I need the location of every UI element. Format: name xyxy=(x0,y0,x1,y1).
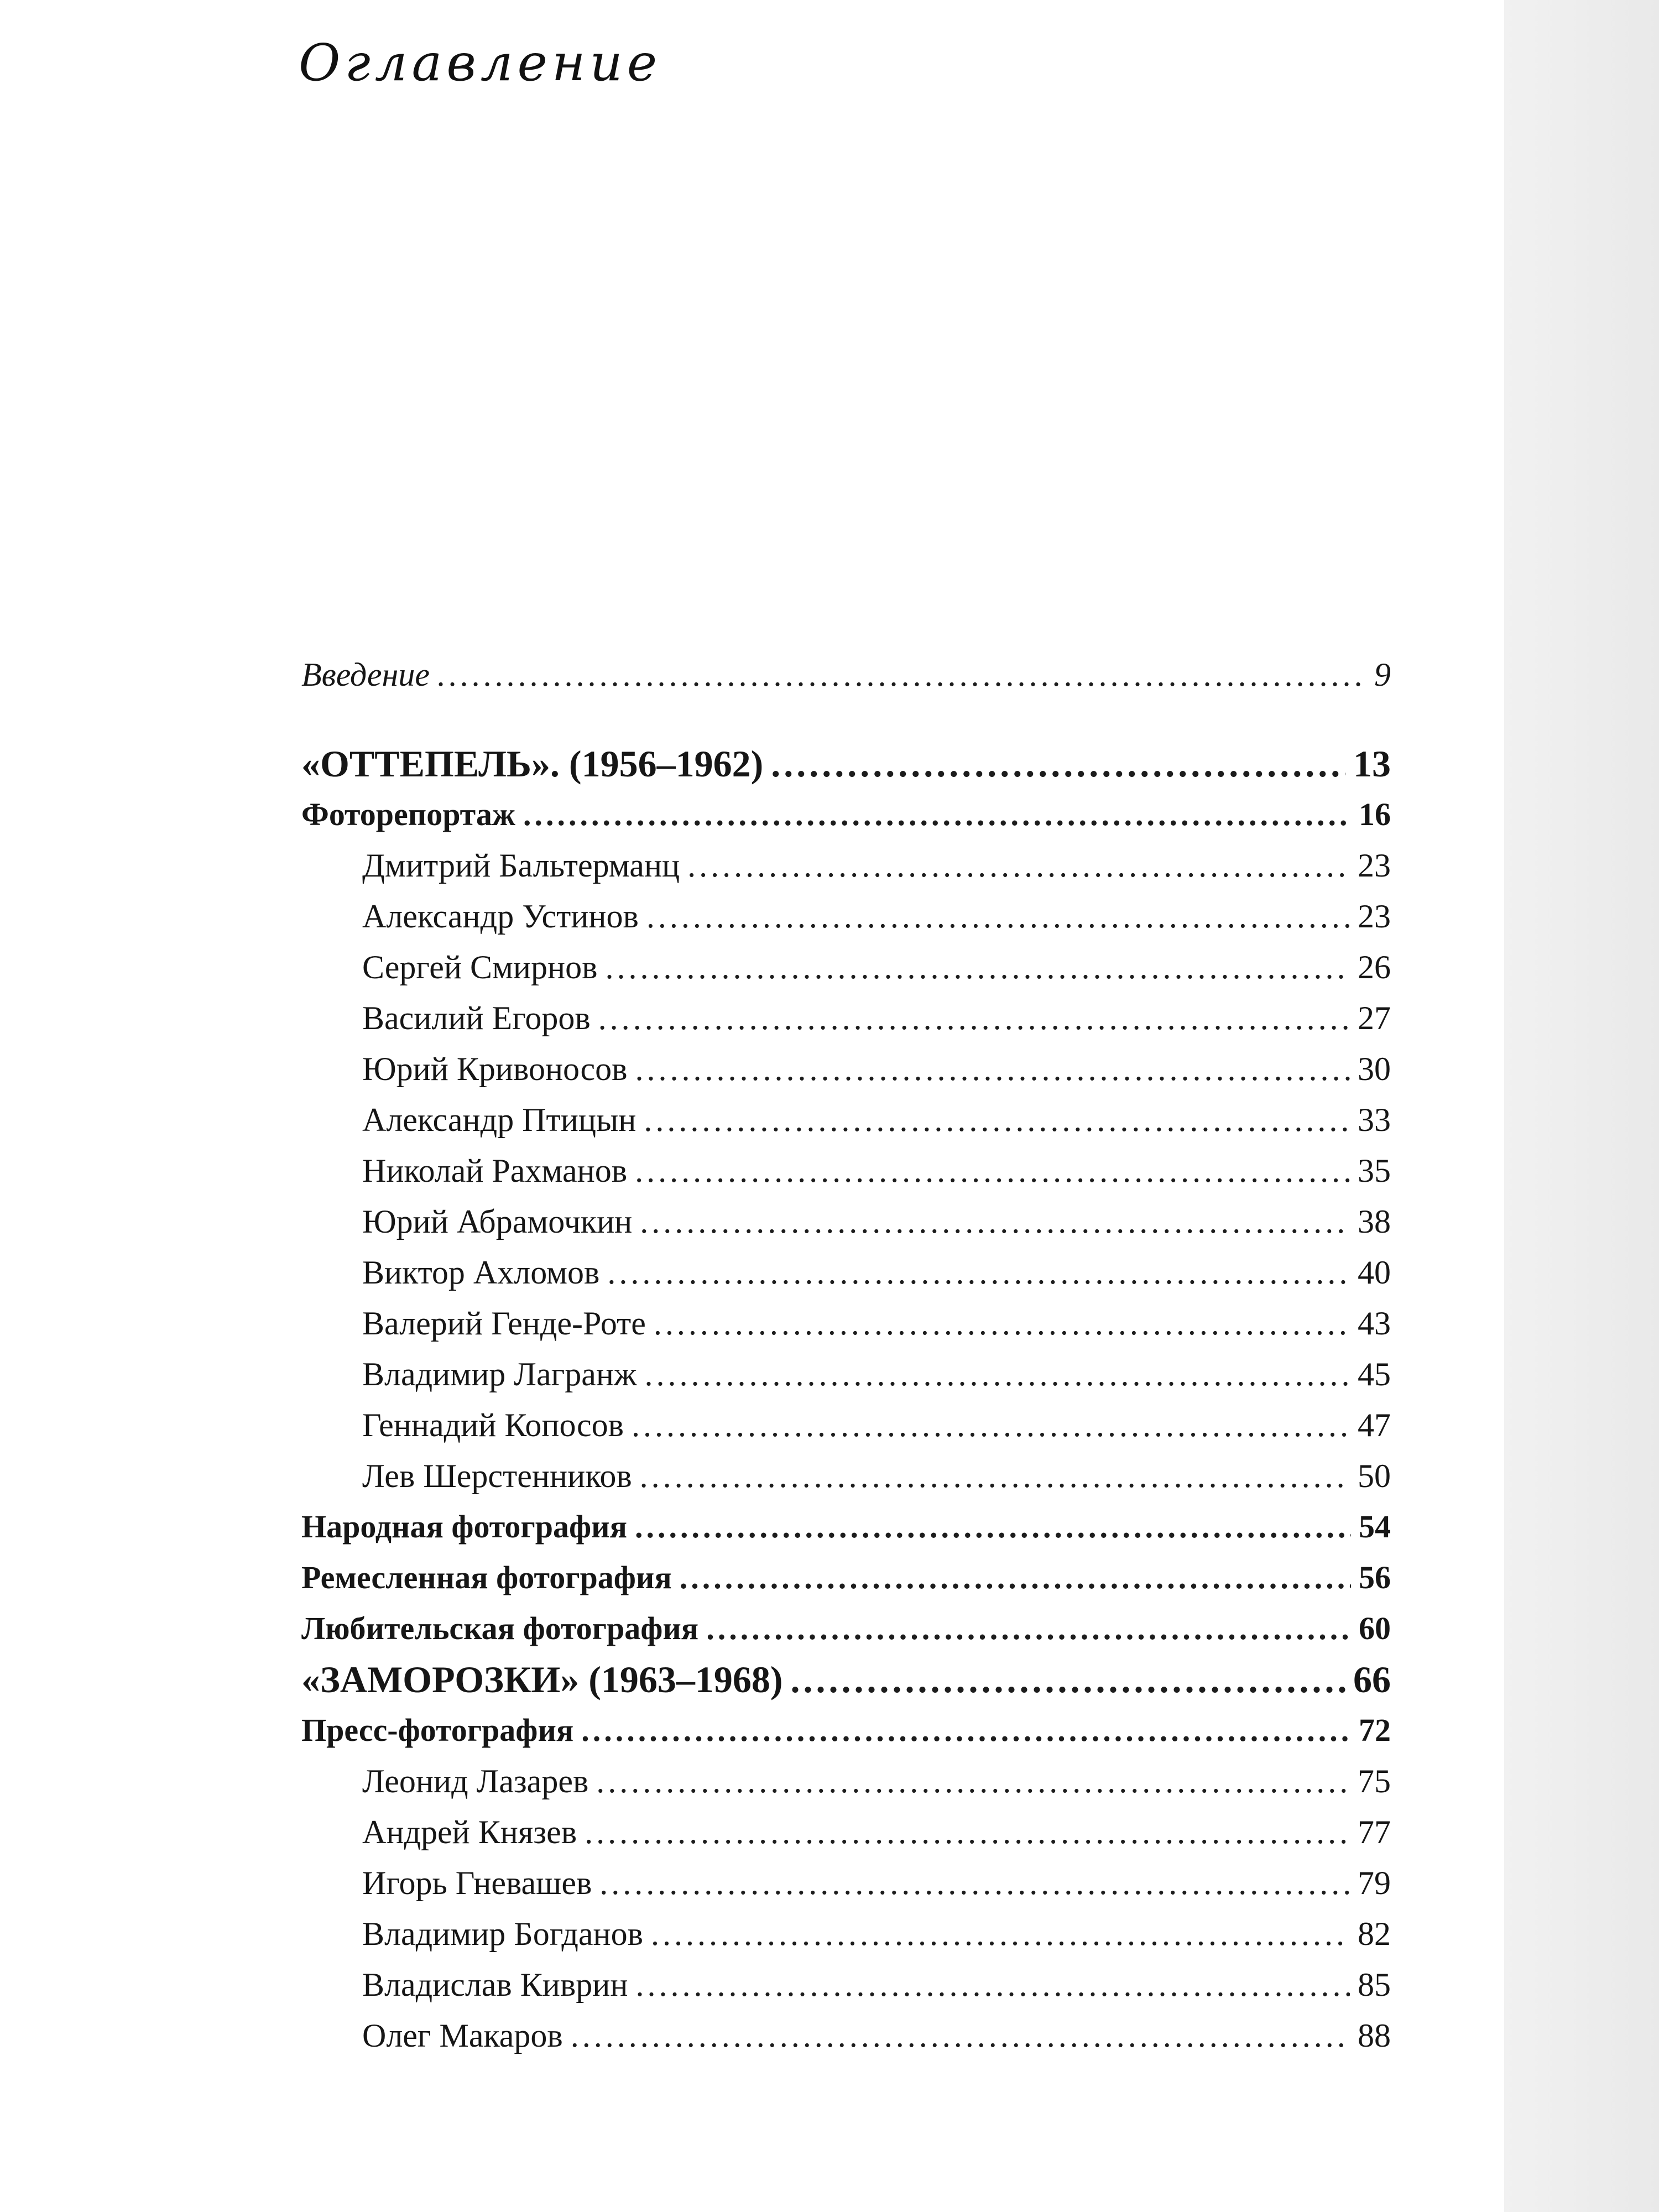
toc-page-number: 72 xyxy=(1359,1712,1391,1748)
toc-entry-person xyxy=(301,1145,1391,1196)
toc-page-number: 66 xyxy=(1353,1658,1391,1700)
dot-leader xyxy=(581,1705,1351,1756)
toc-entry-title: Пресс-фотография xyxy=(301,1712,574,1748)
toc-page-number: 38 xyxy=(1358,1203,1391,1240)
toc-entry-title: Любительская фотография xyxy=(301,1610,699,1646)
dot-leader xyxy=(523,789,1351,840)
dot-leader xyxy=(635,1959,1350,2010)
table-of-contents xyxy=(301,650,1391,2061)
toc-entry-part xyxy=(301,738,1391,789)
toc-page-number: 60 xyxy=(1359,1610,1391,1646)
toc-page-number: 23 xyxy=(1358,898,1391,935)
toc-entry-title: Фоторепортаж xyxy=(301,796,515,832)
toc-entry-section xyxy=(301,1705,1391,1756)
toc-entry-title: Владимир Лагранж xyxy=(362,1356,637,1392)
toc-page-number: 33 xyxy=(1358,1102,1391,1138)
toc-entry-title: «ОТТЕПЕЛЬ». (1956–1962) xyxy=(301,743,764,785)
toc-entry-title: Валерий Генде-Роте xyxy=(362,1305,646,1342)
toc-entry-title: «ЗАМОРОЗКИ» (1963–1968) xyxy=(301,1658,783,1700)
toc-page-number: 50 xyxy=(1358,1458,1391,1494)
dot-leader xyxy=(706,1603,1351,1654)
dot-leader xyxy=(607,1247,1350,1298)
dot-leader xyxy=(635,1044,1350,1094)
dot-leader xyxy=(687,840,1350,891)
toc-entry-person xyxy=(301,1959,1391,2010)
toc-entry-title: Геннадий Копосов xyxy=(362,1407,624,1443)
toc-entry-title: Александр Устинов xyxy=(362,898,639,935)
toc-entry-person xyxy=(301,1908,1391,1959)
toc-entry-person xyxy=(301,1094,1391,1145)
dot-leader xyxy=(437,650,1366,700)
dot-leader xyxy=(635,1145,1350,1196)
toc-entry-title: Владислав Киврин xyxy=(362,1966,628,2003)
toc-entry-person xyxy=(301,891,1391,942)
toc-page-number: 82 xyxy=(1358,1916,1391,1952)
toc-page-number: 23 xyxy=(1358,847,1391,884)
toc-entry-title: Николай Рахманов xyxy=(362,1152,628,1189)
dot-leader xyxy=(791,1654,1346,1705)
toc-entry-title: Сергей Смирнов xyxy=(362,949,598,985)
toc-entry-title: Ремесленная фотография xyxy=(301,1559,672,1595)
toc-entry-person xyxy=(301,942,1391,993)
toc-entry-person xyxy=(301,1349,1391,1400)
page-margin-shadow xyxy=(1504,0,1659,2212)
toc-entry-title: Юрий Кривоносов xyxy=(362,1051,628,1087)
dot-leader xyxy=(598,993,1350,1044)
toc-entry-person xyxy=(301,1451,1391,1501)
toc-entry-person xyxy=(301,1044,1391,1094)
dot-leader xyxy=(635,1501,1351,1552)
toc-entry-person xyxy=(301,1400,1391,1451)
dot-leader xyxy=(599,1858,1350,1908)
toc-page-number: 26 xyxy=(1358,949,1391,985)
toc-entry-person xyxy=(301,840,1391,891)
toc-entry-person xyxy=(301,2010,1391,2061)
toc-entry-section xyxy=(301,1552,1391,1603)
dot-leader xyxy=(605,942,1350,993)
toc-entry-person xyxy=(301,1247,1391,1298)
dot-leader xyxy=(680,1552,1351,1603)
toc-entry-person xyxy=(301,993,1391,1044)
toc-entry-title: Юрий Абрамочкин xyxy=(362,1203,633,1240)
toc-page-number: 54 xyxy=(1359,1509,1391,1545)
toc-entry-title: Леонид Лазарев xyxy=(362,1763,589,1799)
toc-page-number: 56 xyxy=(1359,1559,1391,1595)
toc-entry-title: Олег Макаров xyxy=(362,2017,563,2054)
toc-entry-person xyxy=(301,1807,1391,1858)
dot-leader xyxy=(640,1196,1350,1247)
toc-entry-title: Александр Птицын xyxy=(362,1102,637,1138)
toc-entry-title: Василий Егоров xyxy=(362,1000,591,1036)
toc-entry-section xyxy=(301,1603,1391,1654)
toc-entry-section xyxy=(301,789,1391,840)
dot-leader xyxy=(632,1400,1350,1451)
toc-entry-title: Народная фотография xyxy=(301,1509,627,1545)
toc-page-number: 30 xyxy=(1358,1051,1391,1087)
toc-entry-title: Лев Шерстенников xyxy=(362,1458,632,1494)
dot-leader xyxy=(651,1908,1350,1959)
toc-page-number: 79 xyxy=(1358,1865,1391,1901)
toc-entry-title: Андрей Князев xyxy=(362,1814,577,1850)
toc-entry-person xyxy=(301,1756,1391,1807)
toc-page-number: 13 xyxy=(1353,743,1391,785)
dot-leader xyxy=(640,1451,1350,1501)
toc-page-number: 27 xyxy=(1358,1000,1391,1036)
toc-entry-intro xyxy=(301,650,1391,700)
toc-entry-title: Владимир Богданов xyxy=(362,1916,643,1952)
toc-entry-title: Дмитрий Бальтерманц xyxy=(362,847,680,884)
dot-leader xyxy=(596,1756,1350,1807)
dot-leader xyxy=(646,891,1350,942)
toc-page-number: 16 xyxy=(1359,796,1391,832)
page-title: Оглавление xyxy=(299,33,662,92)
toc-page-number: 45 xyxy=(1358,1356,1391,1392)
toc-page-number: 9 xyxy=(1374,656,1391,693)
toc-page-number: 35 xyxy=(1358,1152,1391,1189)
toc-page-number: 88 xyxy=(1358,2017,1391,2054)
toc-entry-person xyxy=(301,1858,1391,1908)
toc-entry-title: Введение xyxy=(301,656,430,693)
dot-leader xyxy=(644,1349,1350,1400)
dot-leader xyxy=(644,1094,1350,1145)
toc-page-number: 77 xyxy=(1358,1814,1391,1850)
toc-page-number: 85 xyxy=(1358,1966,1391,2003)
toc-page-number: 40 xyxy=(1358,1254,1391,1291)
toc-entry-person xyxy=(301,1298,1391,1349)
toc-page-number: 43 xyxy=(1358,1305,1391,1342)
toc-page-number: 47 xyxy=(1358,1407,1391,1443)
toc-page-number: 75 xyxy=(1358,1763,1391,1799)
toc-entry-section xyxy=(301,1501,1391,1552)
dot-leader xyxy=(771,738,1345,789)
dot-leader xyxy=(585,1807,1350,1858)
toc-entry-title: Игорь Гневашев xyxy=(362,1865,592,1901)
toc-entry-part xyxy=(301,1654,1391,1705)
dot-leader xyxy=(571,2010,1350,2061)
dot-leader xyxy=(654,1298,1350,1349)
toc-entry-person xyxy=(301,1196,1391,1247)
toc-entry-title: Виктор Ахломов xyxy=(362,1254,600,1291)
